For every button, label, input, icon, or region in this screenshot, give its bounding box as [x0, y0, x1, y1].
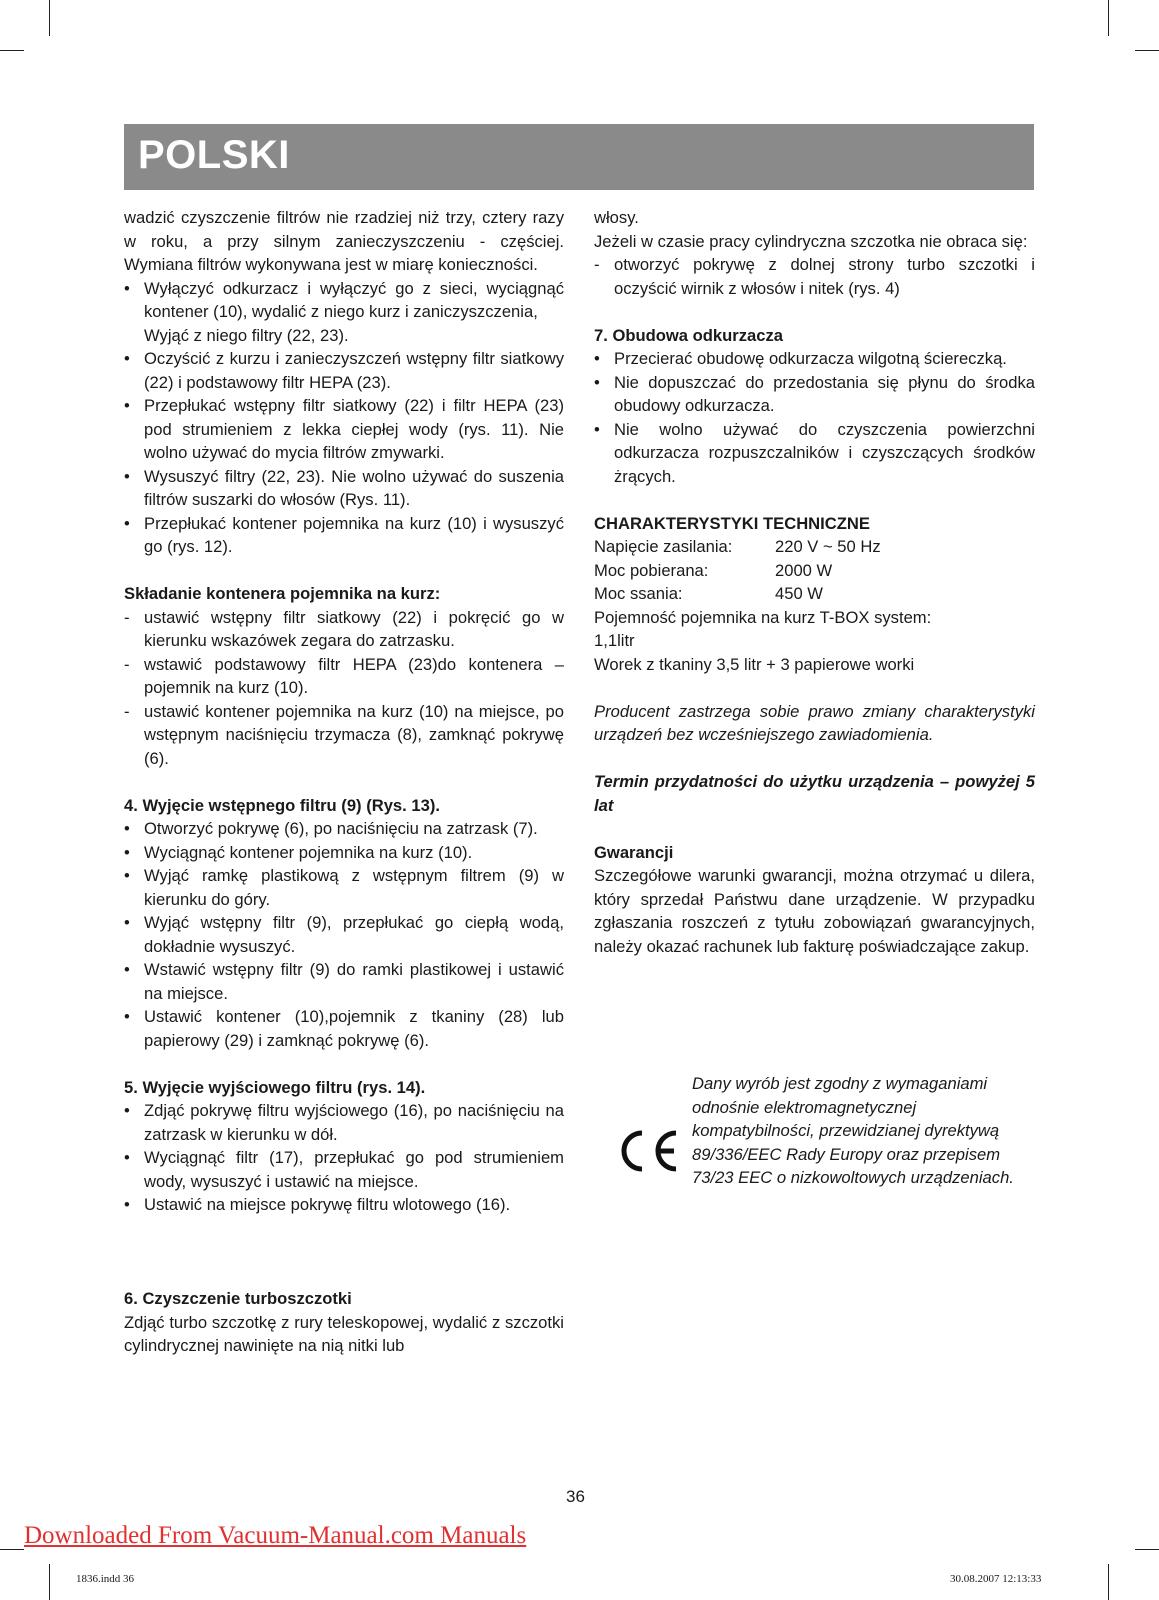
list-item: - wstawić podstawowy filtr HEPA (23)do kontenera – pojemnik na kurz (10).	[124, 654, 564, 697]
section-6-heading: 6. Czyszczenie turboszczotki	[124, 1289, 352, 1308]
spec-row: Moc ssania: 450 W	[594, 584, 823, 603]
list-item: • Przepłukać wstępny filtr siatkowy (22) i filtr HEPA (23) pod strumieniem z lekka ciepłej wody (rys. 11). Nie wolno używać do mycia filtrów zmywarki.	[124, 396, 564, 462]
list-item: • Wyłączyć odkurzacz i wyłączyć go z sieci, wyciągnąć kontener (10), wydalić z niego kurz i zaniczyszczenia,	[124, 278, 564, 321]
spec-row: Moc pobierana: 2000 W	[594, 560, 833, 580]
lifetime-note: Termin przydatności do użytku urządzenia – powyżej 5 lat	[594, 772, 1035, 815]
list-item: • Ustawić na miejsce pokrywę filtru wlotowego (16).	[124, 1195, 511, 1214]
list-item: • Ustawić kontener (10),pojemnik z tkaniny (28) lub papierowy (29) i zamknąć pokrywę (6).	[124, 1007, 564, 1050]
ce-mark-icon	[612, 1127, 682, 1175]
producer-note: Producent zastrzega sobie prawo zmiany charakterystyki urządzeń bez wcześniejszego zawiadomienia.	[594, 701, 1035, 744]
file-slug: 1836.indd 36	[76, 1573, 135, 1585]
section-5-heading: 5. Wyjęcie wyjściowego filtru (rys. 14).	[124, 1077, 426, 1097]
crop-mark	[1108, 1564, 1109, 1600]
section-6-text: Zdjąć turbo szczotkę z rury teleskopowej, wydalić z szczotki cylindrycznej nawinięte na nią nitki lub	[124, 1312, 564, 1355]
crop-mark	[49, 0, 50, 36]
specs-heading: CHARAKTERYSTYKI TECHNICZNE	[594, 513, 870, 533]
list-item: • Otworzyć pokrywę (6), po naciśnięciu na zatrzask (7).	[124, 819, 538, 838]
list-item: - otworzyć pokrywę z dolnej strony turbo szczotki i oczyścić wirnik z włosów i nitek (rys. 4)	[594, 255, 1035, 298]
crop-mark	[1135, 50, 1159, 51]
list-item: • Wyjąć wstępny filtr (9), przepłukać go ciepłą wodą, dokładnie wysuszyć.	[124, 913, 564, 956]
list-item: - ustawić kontener pojemnika na kurz (10) na miejsce, po wstępnym naciśnięciu trzymacza (8), zamknąć pokrywę (6).	[124, 701, 564, 768]
continued-text: włosy.	[594, 208, 639, 227]
crop-mark	[1108, 0, 1109, 36]
section-7-heading: 7. Obudowa odkurzacza	[594, 325, 784, 345]
list-item: • Przecierać obudowę odkurzacza wilgotną ściereczką.	[594, 349, 1007, 368]
list-item: • Wyciągnąć kontener pojemnika na kurz (10).	[124, 842, 473, 862]
section-4-heading: 4. Wyjęcie wstępnego filtru (9) (Rys. 13).	[124, 795, 440, 815]
list-item: • Nie wolno używać do czyszczenia powierzchni odkurzacza rozpuszczalników i czyszczących środków żrących.	[594, 419, 1035, 486]
list-item: • Wysuszyć filtry (22, 23). Nie wolno używać do suszenia filtrów suszarki do włosów (Rys. 11).	[124, 466, 564, 509]
intro-paragraph: wadzić czyszczenie filtrów nie rzadziej niż trzy, cztery razy w roku, a przy silnym zanieczyszczeniu - częściej. Wymiana filtrów wykonywana jest w miarę konieczności.	[124, 208, 564, 274]
crop-mark	[0, 50, 24, 51]
list-item: • Oczyścić z kurzu i zanieczyszczeń wstępny filtr siatkowy (22) i podstawowy filtr HEPA (23).	[124, 349, 564, 392]
crop-mark	[1135, 1549, 1159, 1550]
ce-compliance-text: Dany wyrób jest zgodny z wymaganiami odnośnie elektromagnetycznej kompatybilności, przewidzianej dyrektywą 89/336/EEC Rady Europy oraz przepisem 73/23 EEC o nizkowoltowych urządzeniach.	[692, 1074, 1014, 1187]
list-item: • Wyciągnąć filtr (17), przepłukać go pod strumieniem wody, wysuszyć i ustawić na miejsce.	[124, 1148, 564, 1191]
list-item: - ustawić wstępny filtr siatkowy (22) i pokręcić go w kierunku wskazówek zegara do zatrzasku.	[124, 607, 564, 650]
list-item: • Wstawić wstępny filtr (9) do ramki plastikowej i ustawić na miejsce.	[124, 960, 564, 1003]
list-item: • Zdjąć pokrywę filtru wyjściowego (16), po naciśnięciu na zatrzask w kierunku w dół.	[124, 1101, 564, 1144]
bag-spec: Worek z tkaniny 3,5 litr + 3 papierowe worki	[594, 654, 915, 674]
list-item: • Wyjąć ramkę plastikową z wstępnym filtrem (9) w kierunku do góry.	[124, 866, 564, 909]
capacity-value: 1,1litr	[594, 631, 635, 650]
right-column	[594, 206, 1035, 958]
language-header	[124, 124, 1034, 190]
warranty-heading: Gwarancji	[594, 842, 674, 862]
turbo-brush-note: Jeżeli w czasie pracy cylindryczna szczotka nie obraca się:	[594, 231, 1028, 251]
download-source-link[interactable]: Downloaded From Vacuum-Manual.com Manuals	[24, 1522, 527, 1549]
warranty-text: Szczegółowe warunki gwarancji, można otrzymać u dilera, który sprzedał Państwu dane urządzenie. W przypadku zgłaszania roszczeń z tytułu zobowiązań gwarancyjnych, należy okazać rachunek lub fakturę poświadczające zakup.	[594, 866, 1035, 956]
list-item: • Nie dopuszczać do przedostania się płynu do środka obudowy odkurzacza.	[594, 372, 1035, 415]
page-title: POLSKI	[138, 133, 290, 177]
page-number: 36	[566, 1487, 585, 1506]
list-item: • Przepłukać kontener pojemnika na kurz (10) i wysuszyć go (rys. 12).	[124, 513, 564, 556]
print-timestamp: 30.08.2007 12:13:33	[950, 1573, 1042, 1585]
crop-mark	[0, 1549, 24, 1550]
left-column	[124, 206, 564, 1358]
crop-mark	[49, 1564, 50, 1600]
capacity-label: Pojemność pojemnika na kurz T-BOX system:	[594, 607, 932, 627]
assembly-heading: Składanie kontenera pojemnika na kurz:	[124, 584, 441, 603]
list-item-continuation: Wyjąć z niego filtry (22, 23).	[144, 325, 349, 345]
spec-row: Napięcie zasilania: 220 V ~ 50 Hz	[594, 537, 881, 556]
